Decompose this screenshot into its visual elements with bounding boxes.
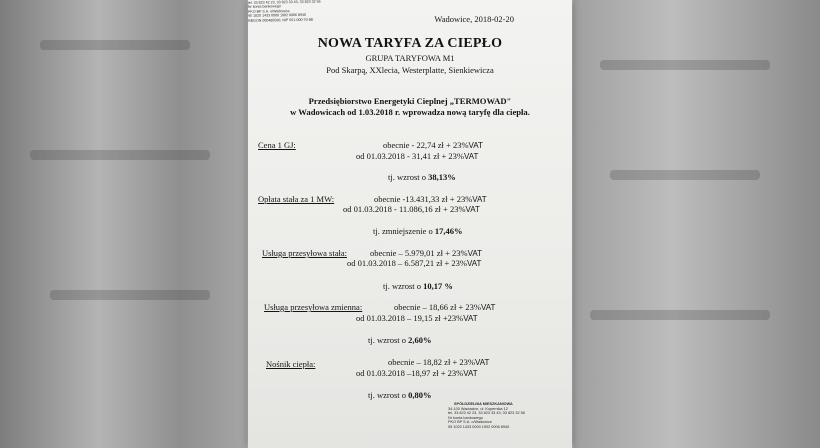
- document-date: Wadowice, 2018-02-20: [434, 14, 514, 24]
- current-price-text: obecnie - 22,74 zł + 23%: [383, 140, 469, 150]
- vat-text: VAT: [463, 369, 478, 378]
- current-price-text: obecnie -13.431,33 zł + 23%: [374, 194, 473, 204]
- current-price: [388, 357, 489, 367]
- current-price: [370, 248, 482, 258]
- document-page: [248, 0, 572, 448]
- summary-value: 17,46%: [434, 226, 463, 236]
- section-label-fixed-transmission: Usługa przesyłowa stała:: [262, 248, 347, 258]
- summary-prefix: tj. wzrost o: [383, 281, 424, 291]
- change-summary: [368, 390, 432, 400]
- summary-prefix: tj. wzrost o: [388, 172, 429, 182]
- new-price: [343, 204, 480, 214]
- summary-value: 10,17 %: [423, 281, 453, 291]
- change-summary: [373, 226, 462, 236]
- current-price-text: obecnie – 5.979,01 zł + 23%: [370, 248, 468, 258]
- new-price-text: od 01.03.2018 - 11.086,16 zł + 23%: [343, 204, 466, 214]
- change-summary: [388, 172, 456, 182]
- current-price-text: obecnie – 18,82 zł + 23%: [388, 357, 475, 367]
- new-price: [356, 151, 478, 161]
- summary-value: 0,80%: [408, 390, 432, 400]
- tariff-group: GRUPA TARYFOWA M1: [365, 53, 455, 63]
- stamp-line: PKO BP S.A. o/Wadowice: [248, 8, 290, 14]
- vat-text: VAT: [480, 303, 496, 312]
- section-label-price-gj: Cena 1 GJ:: [258, 140, 296, 150]
- stamp-line: PKO BP S.A. o/Wadowice: [448, 420, 492, 425]
- stamp-line: Nr konta bankowego: [448, 415, 483, 420]
- vat-text: VAT: [463, 314, 478, 323]
- vat-text: VAT: [463, 152, 479, 161]
- stamp-line: 95 1020 1433 0000 1902 0006 8940: [248, 13, 307, 19]
- vat-text: VAT: [465, 205, 480, 214]
- new-price-text: od 01.03.2018 – 6.587,21 zł + 23%: [347, 258, 468, 268]
- blur-artifact: [600, 60, 770, 70]
- streets-list: Pod Skarpą, XXlecia, Westerplatte, Sienkiewicza: [326, 65, 494, 75]
- current-price: [383, 140, 483, 150]
- stamp-line: REGON 000485590, NIP 551-000-70-88: [248, 17, 313, 23]
- blur-artifact: [590, 310, 770, 320]
- summary-prefix: tj. wzrost o: [368, 390, 409, 400]
- new-price: [356, 368, 478, 378]
- vat-text: VAT: [467, 259, 482, 268]
- section-label-heat-carrier: Nośnik ciepła:: [266, 359, 316, 369]
- change-summary: [368, 335, 432, 345]
- vat-text: VAT: [467, 249, 482, 258]
- stamp-line: 34-100 Wadowice, ul. Kopernika 12: [448, 406, 508, 411]
- document-title: NOWA TARYFA ZA CIEPŁO: [317, 36, 503, 51]
- summary-value: 38,13%: [428, 172, 456, 182]
- stamp-line: 95 1020 1433 0000 1902 0006 8940: [448, 424, 510, 429]
- change-summary: [383, 281, 453, 291]
- vat-text: VAT: [472, 195, 487, 204]
- new-price-text: od 01.03.2018 – 19,15 zł +23%: [356, 313, 464, 323]
- stamp-line: tel. 33 823 42 23, 33 823 33 43, 33 823 32 56: [248, 0, 321, 5]
- new-price-text: od 01.03.2018 - 31,41 zł + 23%: [356, 151, 464, 161]
- vat-text: VAT: [468, 141, 483, 150]
- new-price: [356, 313, 478, 323]
- intro-line-2: w Wadowicach od 1.03.2018 r. wprowadza nową taryfę dla ciepła.: [290, 107, 530, 117]
- summary-prefix: tj. zmniejszenie o: [373, 226, 435, 236]
- section-label-variable-transmission: Usługa przesyłowa zmienna:: [264, 302, 363, 312]
- section-label-fixed-fee: Opłata stała za 1 MW:: [258, 194, 335, 204]
- stamp-line: tel. 33 823 42 23, 33 823 33 43, 33 823 32 56: [448, 411, 525, 416]
- company-stamp-top: [248, 0, 344, 23]
- summary-value: 2,60%: [408, 335, 432, 345]
- new-price-text: od 01.03.2018 –18,97 zł + 23%: [356, 368, 464, 378]
- intro-line-1: Przedsiębiorstwo Energetyki Cieplnej „TERMOWAD": [308, 96, 512, 106]
- company-stamp-bottom: [448, 402, 558, 430]
- new-price: [347, 258, 481, 268]
- current-price-text: obecnie – 18,66 zł + 23%: [394, 302, 481, 312]
- stamp-line: SPÓŁDZIELNIA MIESZKANIOWA: [454, 402, 513, 406]
- blur-artifact: [610, 170, 760, 180]
- blur-artifact: [40, 40, 190, 50]
- vat-text: VAT: [474, 358, 490, 367]
- blur-artifact: [30, 150, 210, 160]
- summary-prefix: tj. wzrost o: [368, 335, 409, 345]
- stamp-line: Nr konta bankowego: [248, 4, 281, 10]
- current-price: [374, 194, 487, 204]
- current-price: [394, 302, 495, 312]
- blur-artifact: [50, 290, 210, 300]
